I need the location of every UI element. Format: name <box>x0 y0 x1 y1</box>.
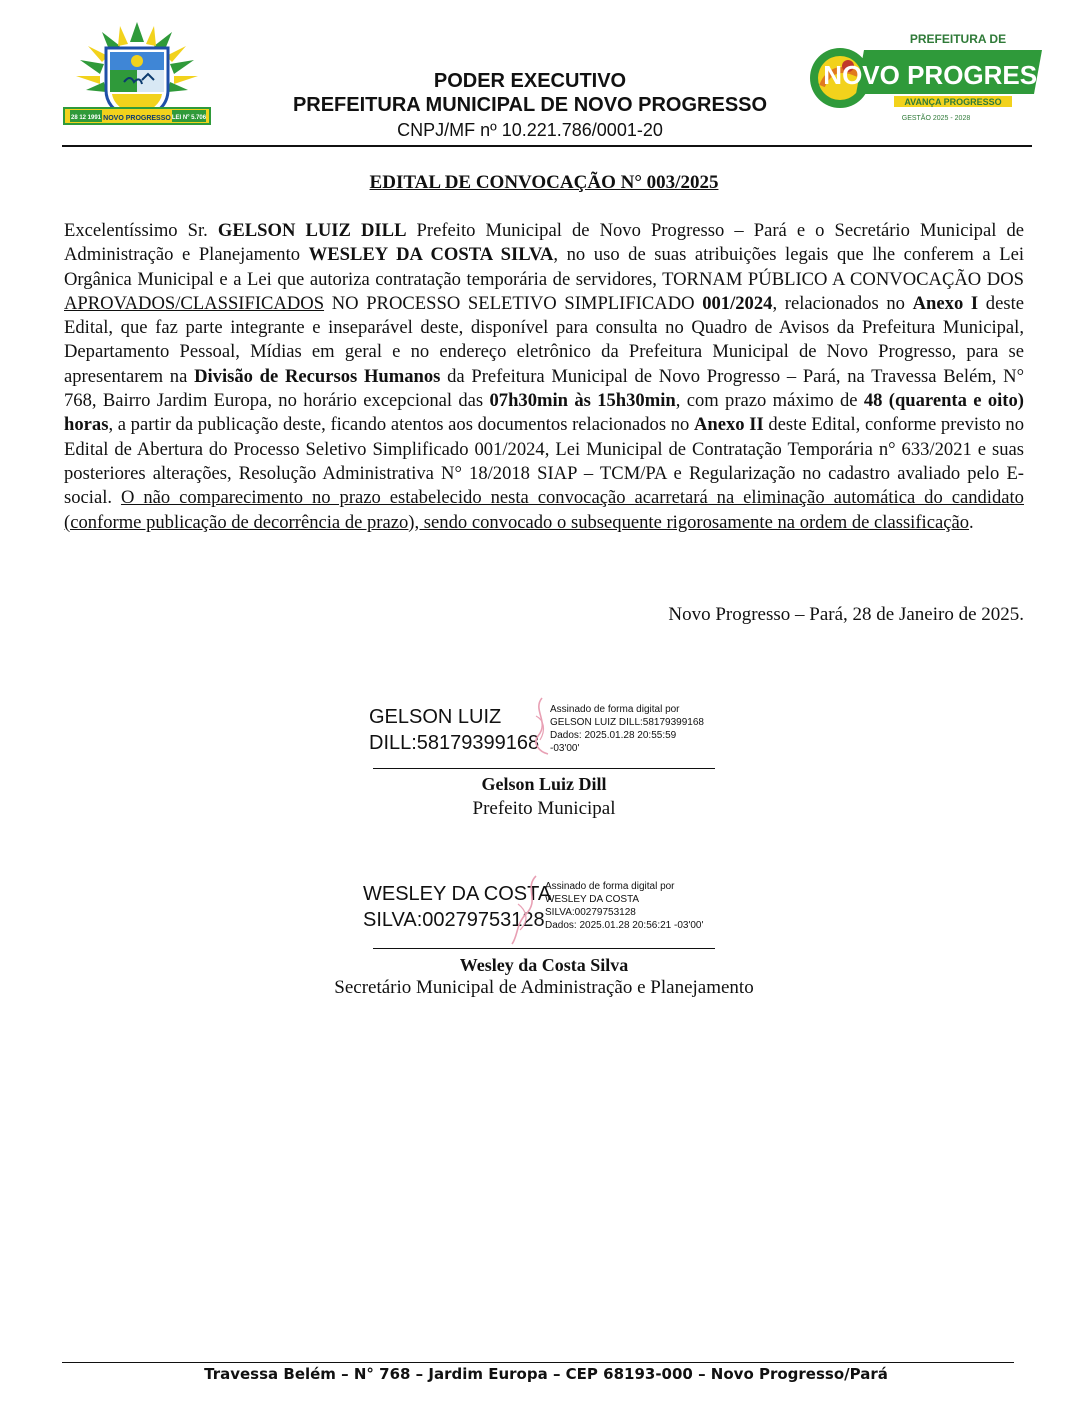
sig-info-line: WESLEY DA COSTA <box>545 894 640 905</box>
digital-signature-info-1 <box>550 703 704 755</box>
signature-line <box>373 768 715 769</box>
document-title: EDITAL DE CONVOCAÇÃO N° 003/2025 <box>369 172 719 193</box>
approved-label: APROVADOS/CLASSIFICADOS <box>64 292 325 314</box>
digital-signature-info-2 <box>545 880 703 932</box>
annex-1: Anexo I <box>912 292 979 314</box>
signature-mark-icon <box>506 874 546 946</box>
prefeitura-logo <box>808 30 1075 130</box>
footer-address: Travessa Belém – N° 768 – Jardim Europa – CEP 68193-000 – Novo Progresso/Pará <box>204 1365 888 1383</box>
process-number: 001/2024 <box>702 292 773 314</box>
body-text: deste Edital, conforme previsto no Edital de Abertura do Processo Seletivo Simplificado 001/2024, Lei Municipal de Contratação Temporária n° 633/2021 e suas posteriores alterações, Resolução Administrativa N° 18/2018 SIAP – TCM/PA e Regularização no cadastro avaliado pelo E-social. <box>64 414 1024 509</box>
document-body <box>64 219 1024 535</box>
logo-ribbon-center-text: NOVO PROGRESSO <box>103 115 171 122</box>
body-text: . <box>969 511 974 533</box>
cert-id-line: SILVA:00279753128 <box>363 909 545 931</box>
logo-ribbon-right-text: LEI Nº 5.706 <box>171 115 207 121</box>
cert-name-line: GELSON LUIZ <box>369 706 502 728</box>
sig-info-line: Dados: 2025.01.28 20:56:21 -03'00' <box>545 920 704 931</box>
annex-2: Anexo II <box>693 414 764 436</box>
date-line: Novo Progresso – Pará, 28 de Janeiro de 2025. <box>668 604 1024 625</box>
logo-tagline-text: AVANÇA PROGRESSO <box>904 97 1002 107</box>
logo-term-text: GESTÃO 2025 - 2028 <box>901 115 971 122</box>
body-text: , a partir da publicação deste, ficando atentos aos documentos relacionados no <box>108 414 694 436</box>
logo-main-text: NOVO PROGRESSO <box>823 60 1075 90</box>
body-text: deste Edital, que faz parte integrante e inseparável deste, disponível para consulta no Quadro de Avisos da Prefeitura Municipal, Departamento Pessoal, Mídias em geral e no endereço eletrônico da Prefeitura Municipal de Novo Progresso, para se apresentarem na <box>64 292 1024 387</box>
signer-name: Wesley da Costa Silva <box>459 955 629 975</box>
cert-name-line: WESLEY DA COSTA <box>363 883 552 905</box>
sig-info-line: Dados: 2025.01.28 20:55:59 <box>550 730 677 741</box>
body-text: da Prefeitura Municipal de Novo Progresso – Pará, na Travessa Belém, N° 768, Bairro Jardim Europa, no horário excepcional das <box>64 365 1024 412</box>
sig-info-line: Assinado de forma digital por <box>550 704 680 715</box>
body-text: , com prazo máximo de <box>675 390 864 412</box>
mayor-name: GELSON LUIZ DILL <box>217 220 407 241</box>
body-text: NO PROCESSO SELETIVO SIMPLIFICADO <box>324 292 703 314</box>
signature-line <box>373 948 715 949</box>
sig-info-line: -03'00' <box>550 743 580 754</box>
sig-info-line: SILVA:00279753128 <box>545 907 636 918</box>
body-text: , relacionados no <box>772 292 913 314</box>
hr-division: Divisão de Recursos Humanos <box>194 365 441 387</box>
header-divider <box>62 145 1032 147</box>
logo-top-text: PREFEITURA DE <box>909 32 1007 46</box>
deadline: 48 (quarenta e oito) horas <box>64 390 1024 436</box>
body-text: Excelentíssimo Sr. <box>64 220 218 241</box>
elimination-notice: O não comparecimento no prazo estabelecido nesta convocação acarretará na eliminação automática do candidato (conforme publicação de decorrência de prazo), sendo convocado o subsequente rigorosamente na ordem de classificação <box>64 487 1024 533</box>
sig-info-line: GELSON LUIZ DILL:58179399168 <box>550 717 704 728</box>
office-hours: 07h30min às 15h30min <box>489 390 676 412</box>
header-cnpj: CNPJ/MF nº 10.221.786/0001-20 <box>397 120 663 140</box>
signer-role: Secretário Municipal de Administração e Planejamento <box>334 977 754 998</box>
digital-signature-cert-1 <box>369 704 539 756</box>
signer-name: Gelson Luiz Dill <box>481 774 607 794</box>
footer-divider <box>62 1362 1014 1363</box>
body-text: , no uso de suas atribuições legais que lhe conferem a Lei Orgânica Municipal e a Lei que autoriza contratação temporária de servidores, TORNAM PÚBLICO A CONVOCAÇÃO DOS <box>64 244 1025 290</box>
header-institution: PREFEITURA MUNICIPAL DE NOVO PROGRESSO <box>292 94 768 116</box>
cert-id-line: DILL:58179399168 <box>369 732 540 754</box>
secretary-name: WESLEY DA COSTA SILVA <box>308 244 554 266</box>
body-text: Prefeito Municipal de Novo Progresso – Pará e o Secretário Municipal de Administração e Planejamento <box>64 220 1025 266</box>
header-branch: PODER EXECUTIVO <box>433 70 627 92</box>
sig-info-line: Assinado de forma digital por <box>545 881 675 892</box>
signer-role: Prefeito Municipal <box>472 798 616 819</box>
logo-ribbon-left-text: 28 12 1991 <box>70 115 102 121</box>
coat-of-arms-logo <box>62 20 212 130</box>
